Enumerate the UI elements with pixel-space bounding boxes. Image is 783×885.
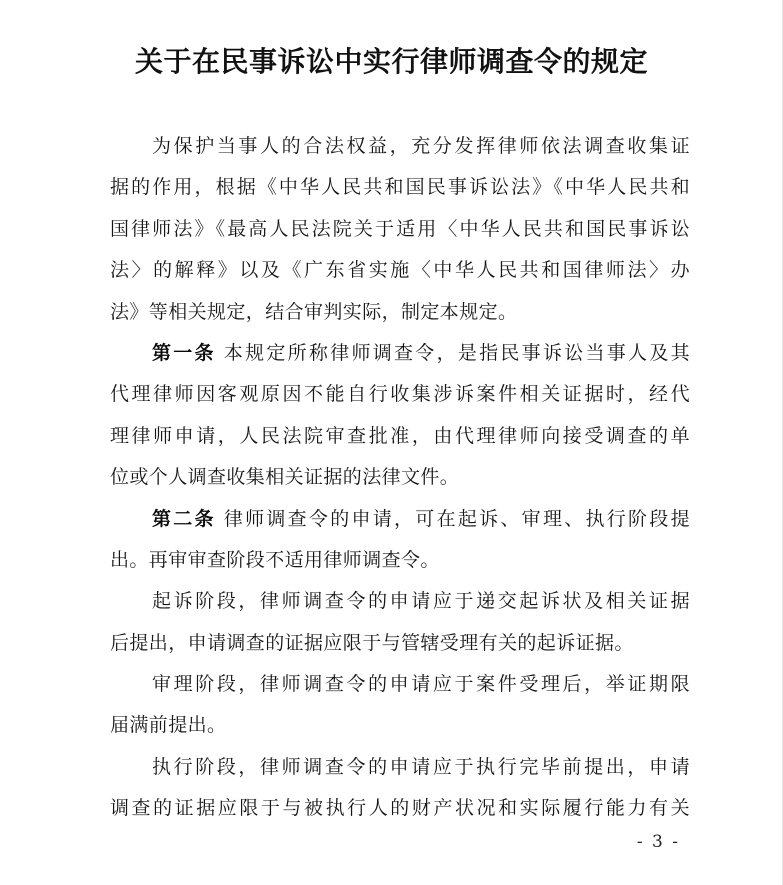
text-line: 国律师法》《最高人民法院关于适用〈中华人民共和国民事诉讼 <box>110 217 690 240</box>
text-line: 理律师申请，人民法院审查批准，由代理律师向接受调查的单 <box>110 424 690 447</box>
article-label: 第一条 <box>152 341 216 364</box>
text-line: 位或个人调查收集相关证据的法律文件。 <box>110 466 460 489</box>
page-number: - 3 - <box>636 832 680 852</box>
paragraph-enforcement-stage <box>110 747 690 830</box>
document-body <box>110 126 690 830</box>
article-label: 第二条 <box>152 507 216 530</box>
text-line: 届满前提出。 <box>110 714 227 737</box>
article-text: 本规定所称律师调查令，是指民事诉讼当事人及其 <box>223 341 690 364</box>
text-line: 为保护当事人的合法权益，充分发挥律师依法调查收集证 <box>152 135 690 157</box>
text-line: 后提出，申请调查的证据应限于与管辖受理有关的起诉证据。 <box>110 631 634 654</box>
text-line: 执行阶段，律师调查令的申请应于执行完毕前提出，申请 <box>152 755 690 778</box>
text-line: 起诉阶段，律师调查令的申请应于递交起诉状及相关证据 <box>152 590 690 613</box>
text-line: 审理阶段，律师调查令的申请应于案件受理后，举证期限 <box>152 673 690 696</box>
text-line: 出。再审审查阶段不适用律师调查令。 <box>110 548 440 571</box>
document-title: 关于在民事诉讼中实行律师调查令的规定 <box>134 45 648 78</box>
paragraph-trial-stage <box>110 664 690 747</box>
text-line: 法》等相关规定，结合审判实际，制定本规定。 <box>110 300 518 323</box>
text-line: 法〉的解释》以及《广东省实施〈中华人民共和国律师法〉办 <box>110 259 690 282</box>
paragraph-article-2 <box>110 499 690 582</box>
text-line: 代理律师因客观原因不能自行收集涉诉案件相关证据时，经代 <box>110 383 690 406</box>
text-line <box>110 333 690 374</box>
paragraph-preamble <box>110 126 690 333</box>
text-line <box>110 499 690 540</box>
article-text: 律师调查令的申请，可在起诉、审理、执行阶段提 <box>223 507 690 530</box>
text-line: 据的作用，根据《中华人民共和国民事诉讼法》《中华人民共和 <box>110 176 690 199</box>
text-line: 调查的证据应限于与被执行人的财产状况和实际履行能力有关 <box>110 797 690 820</box>
paragraph-article-1 <box>110 333 690 499</box>
paragraph-filing-stage <box>110 581 690 664</box>
